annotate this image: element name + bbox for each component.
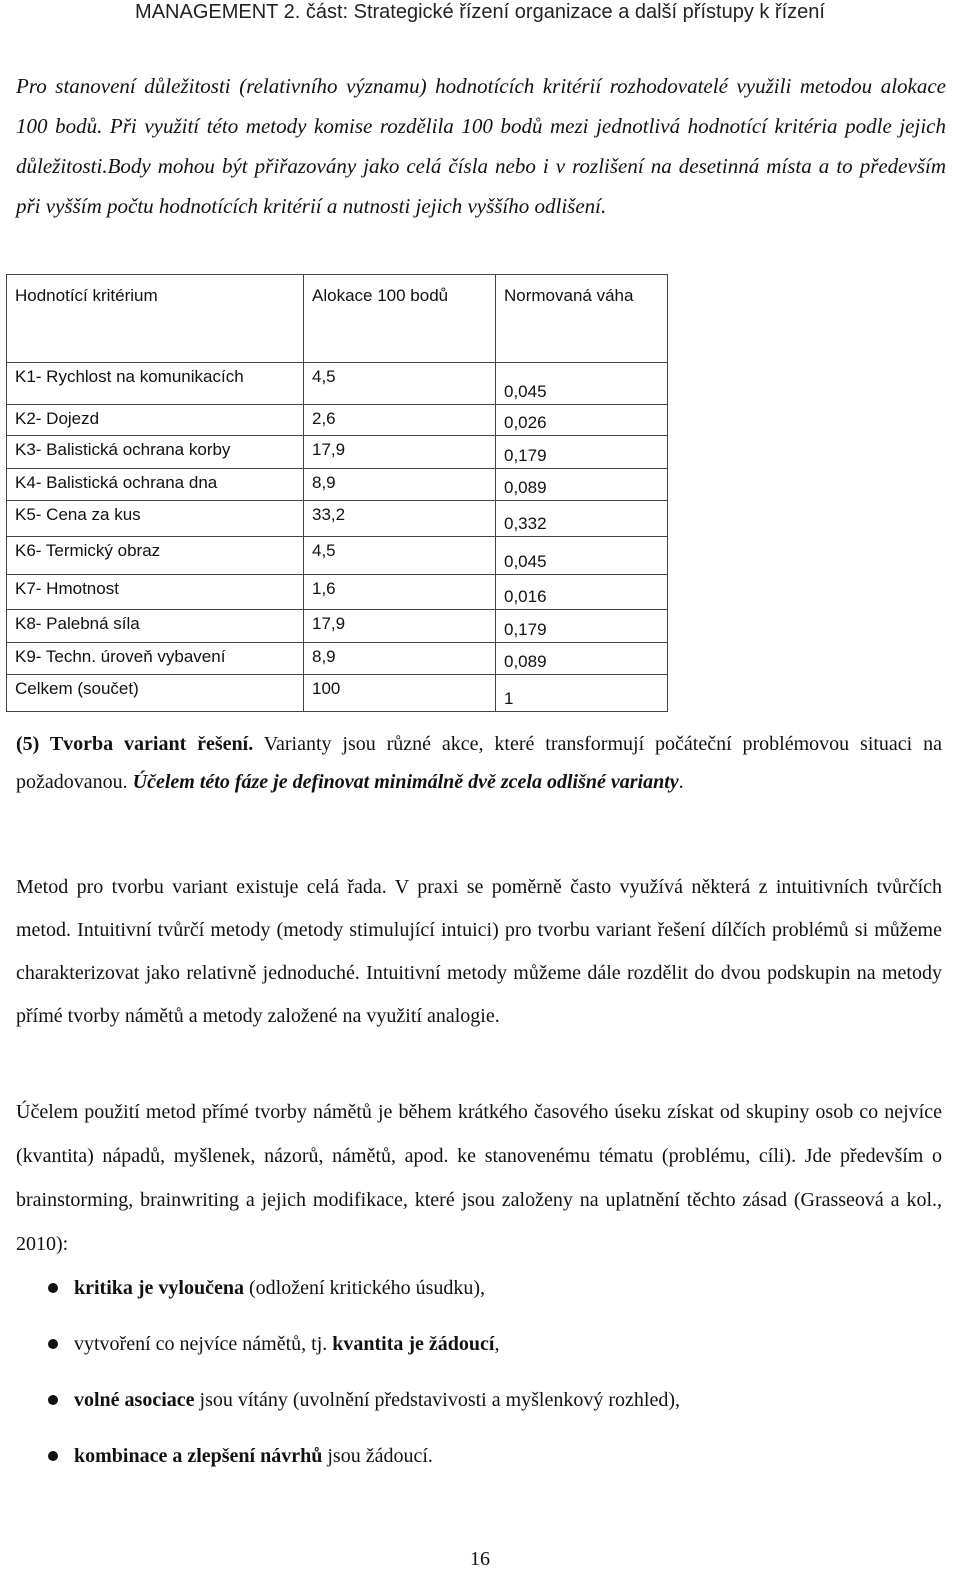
table-row	[7, 610, 668, 643]
criteria-table	[6, 274, 668, 712]
bullet-bold: kvantita je žádoucí	[332, 1333, 495, 1355]
bullet-text: jsou žádoucí.	[322, 1445, 433, 1467]
cell-criterion: K7- Hmotnost	[7, 575, 304, 610]
cell-allocation: 2,6	[304, 405, 496, 436]
cell-criterion: K3- Balistická ochrana korby	[7, 436, 304, 469]
cell-weight: 0,026	[496, 405, 668, 436]
bullet-text: vytvoření co nejvíce námětů, tj.	[74, 1333, 333, 1355]
cell-weight: 0,089	[496, 643, 668, 675]
table-row	[7, 436, 668, 469]
list-item	[42, 1380, 942, 1436]
table-row	[7, 469, 668, 501]
cell-criterion: K5- Cena za kus	[7, 501, 304, 537]
bullet-icon	[48, 1451, 58, 1461]
table-header-row	[7, 275, 668, 363]
cell-criterion: K8- Palebná síla	[7, 610, 304, 643]
cell-weight: 0,332	[496, 501, 668, 537]
cell-weight: 0,089	[496, 469, 668, 501]
bullet-icon	[48, 1395, 58, 1405]
list-item	[42, 1268, 942, 1324]
cell-allocation: 8,9	[304, 469, 496, 501]
paragraph-purpose: Účelem použití metod přímé tvorby námětů je během krátkého časového úseku získat od skupiny osob co nejvíce (kvantita) nápadů, myšlenek, názorů, námětů, apod. ke stanovenému tématu (problému, cíli). Jde především o brainstorming, brainwriting a jejich modifikace, které jsou založeny na uplatnění těchto zásad (Grasseová a kol., 2010):	[16, 1101, 942, 1255]
bullet-text: jsou vítány (uvolnění představivosti a myšlenkový rozhled),	[194, 1389, 680, 1411]
cell-allocation: 33,2	[304, 501, 496, 537]
cell-criterion: K4- Balistická ochrana dna	[7, 469, 304, 501]
cell-weight: 0,045	[496, 537, 668, 575]
bullet-icon	[48, 1283, 58, 1293]
cell-allocation: 1,6	[304, 575, 496, 610]
bullet-text: (odložení kritického úsudku),	[244, 1277, 486, 1299]
list-item	[42, 1324, 942, 1380]
table-row	[7, 643, 668, 675]
cell-criterion: K9- Techn. úroveň vybavení	[7, 643, 304, 675]
cell-allocation: 100	[304, 675, 496, 712]
cell-criterion: K1- Rychlost na komunikacích	[7, 363, 304, 405]
table-row	[7, 537, 668, 575]
bullet-bold: kombinace a zlepšení návrhů	[74, 1445, 323, 1467]
cell-allocation: 8,9	[304, 643, 496, 675]
list-item	[42, 1436, 942, 1492]
table-row	[7, 501, 668, 537]
running-header: MANAGEMENT 2. část: Strategické řízení organizace a další přístupy k řízení	[135, 1, 825, 23]
cell-weight: 1	[496, 675, 668, 712]
table-row	[7, 675, 668, 712]
cell-weight: 0,016	[496, 575, 668, 610]
paragraph-variants	[16, 725, 942, 801]
bullet-text: ,	[494, 1333, 500, 1355]
variants-end: .	[678, 771, 684, 793]
intro-paragraph: Pro stanovení důležitosti (relativního významu) hodnotících kritérií rozhodovatelé využili metodou alokace 100 bodů. Při využití této metody komise rozdělila 100 bodů mezi jednotlivá hodnotící kritéria podle jejich důležitosti.Body mohou být přiřazovány jako celá čísla nebo i v rozlišení na desetinná místa a to především při vyšším počtu hodnotících kritérií a nutnosti jejich vyššího odlišení.	[16, 74, 946, 218]
section-heading: (5) Tvorba variant řešení.	[16, 733, 254, 755]
table-row	[7, 405, 668, 436]
variants-emphasis: Účelem této fáze je definovat minimálně dvě zcela odlišné varianty	[132, 771, 679, 793]
cell-allocation: 17,9	[304, 610, 496, 643]
principles-list	[42, 1268, 942, 1492]
header-allocation: Alokace 100 bodů	[304, 275, 496, 363]
table-row	[7, 363, 668, 405]
cell-weight: 0,045	[496, 363, 668, 405]
bullet-icon	[48, 1339, 58, 1349]
cell-criterion: K6- Termický obraz	[7, 537, 304, 575]
paragraph-methods: Metod pro tvorbu variant existuje celá řada. V praxi se poměrně často využívá některá z intuitivních tvůrčích metod. Intuitivní tvůrčí metody (metody stimulující intuici) pro tvorbu variant řešení dílčích problémů si můžeme charakterizovat jako relativně jednoduché. Intuitivní metody můžeme dále rozdělit do dvou podskupin na metody přímé tvorby námětů a metody založené na využití analogie.	[16, 876, 942, 1027]
bullet-bold: kritika je vyloučena	[74, 1277, 244, 1299]
page-number: 16	[470, 1548, 490, 1570]
cell-weight: 0,179	[496, 436, 668, 469]
header-criterion: Hodnotící kritérium	[7, 275, 304, 363]
variants-text: Varianty jsou různé akce, které transformují počáteční problémovou situaci na požadovanou.	[16, 733, 942, 793]
cell-allocation: 4,5	[304, 537, 496, 575]
cell-criterion: Celkem (součet)	[7, 675, 304, 712]
header-weight: Normovaná váha	[496, 275, 668, 363]
cell-criterion: K2- Dojezd	[7, 405, 304, 436]
cell-weight: 0,179	[496, 610, 668, 643]
cell-allocation: 17,9	[304, 436, 496, 469]
cell-allocation: 4,5	[304, 363, 496, 405]
bullet-bold: volné asociace	[74, 1389, 195, 1411]
table-row	[7, 575, 668, 610]
